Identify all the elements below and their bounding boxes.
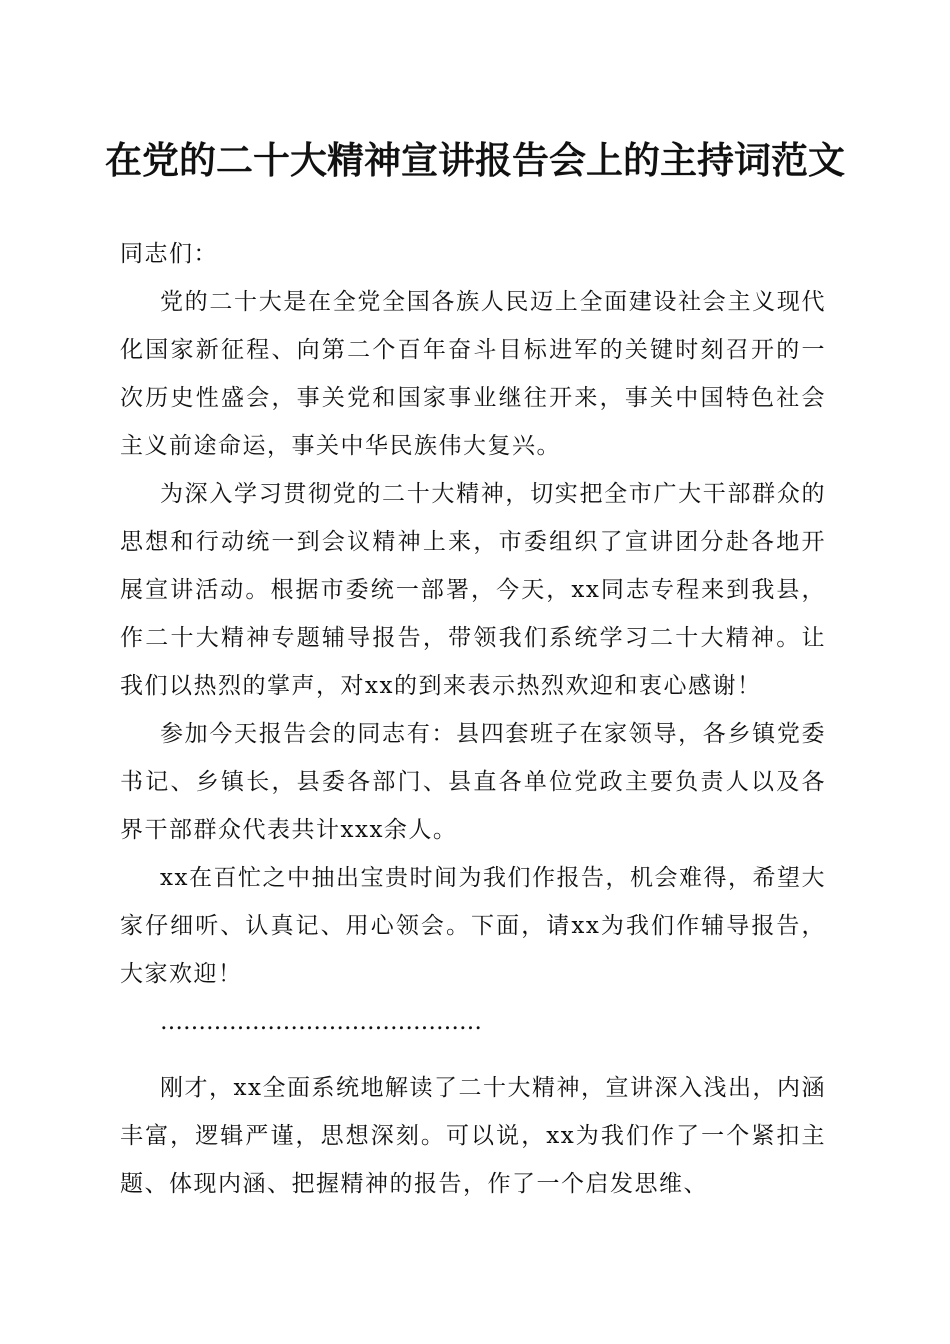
salutation: 同志们： — [120, 241, 218, 267]
separator-spacer — [120, 1046, 826, 1064]
paragraph-3: 参加今天报告会的同志有：县四套班子在家领导，各乡镇党委书记、乡镇长，县委各部门、县直各单位党政主要负责人以及各界干部群众代表共计xxx余人。 — [120, 721, 826, 843]
document-body — [120, 230, 826, 1208]
paragraph-2: 为深入学习贯彻党的二十大精神，切实把全市广大干部群众的思想和行动统一到会议精神上来，市委组织了宣讲团分赴各地开展宣讲活动。根据市委统一部署，今天，xx同志专程来到我县，作二十大精神专题辅导报告，带领我们系统学习二十大精神。让我们以热烈的掌声，对xx的到来表示热烈欢迎和衷心感谢！ — [120, 481, 826, 699]
document-title: 在党的二十大精神宣讲报告会上的主持词范文 — [105, 138, 845, 182]
paragraph-1: 党的二十大是在全党全国各族人民迈上全面建设社会主义现代化国家新征程、向第二个百年奋斗目标进军的关键时刻召开的一次历史性盛会，事关党和国家事业继往开来，事关中国特色社会主义前途命运，事关中华民族伟大复兴。 — [120, 289, 826, 459]
paragraph-4: xx在百忙之中抽出宝贵时间为我们作报告，机会难得，希望大家仔细听、认真记、用心领会。下面，请xx为我们作辅导报告，大家欢迎！ — [120, 865, 826, 987]
closing-paragraph: 刚才，xx全面系统地解读了二十大精神，宣讲深入浅出，内涵丰富，逻辑严谨，思想深刻。可以说，xx为我们作了一个紧扣主题、体现内涵、把握精神的报告，作了一个启发思维、 — [120, 1075, 826, 1197]
separator-dots: …………………………………… — [160, 1009, 482, 1035]
